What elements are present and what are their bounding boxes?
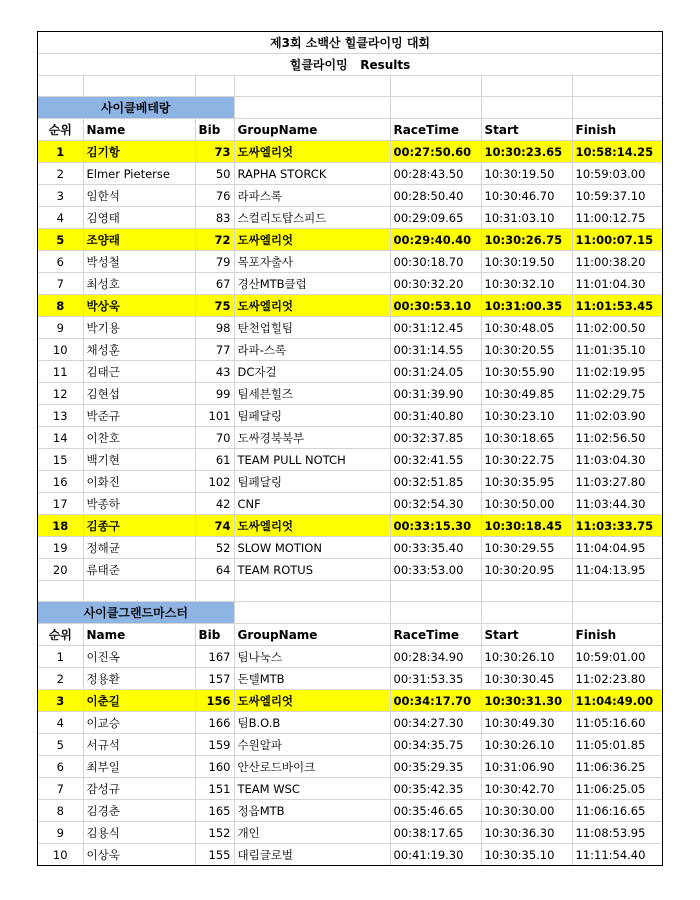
cell-group: SLOW MOTION (234, 537, 390, 559)
column-header-group: GroupName (234, 119, 390, 141)
cell-group: 라파-스록 (234, 339, 390, 361)
cell-race-time: 00:33:53.00 (390, 559, 481, 581)
cell-bib: 156 (195, 690, 234, 712)
cell-finish: 11:00:38.20 (572, 251, 662, 273)
cell-race-time: 00:31:14.55 (390, 339, 481, 361)
cell-rank: 6 (38, 756, 83, 778)
cell-name: 이춘길 (83, 690, 195, 712)
column-header-name: Name (83, 624, 195, 646)
cell-race-time: 00:31:39.90 (390, 383, 481, 405)
cell-group: 도싸엘리엇 (234, 229, 390, 251)
blank-cell (572, 97, 662, 119)
cell-rank: 19 (38, 537, 83, 559)
column-header-bib: Bib (195, 624, 234, 646)
cell-bib: 160 (195, 756, 234, 778)
cell-race-time: 00:30:18.70 (390, 251, 481, 273)
cell-race-time: 00:31:24.05 (390, 361, 481, 383)
cell-group: 돈텔MTB (234, 668, 390, 690)
table-row (38, 668, 662, 690)
cell-race-time: 00:33:35.40 (390, 537, 481, 559)
cell-race-time: 00:32:54.30 (390, 493, 481, 515)
table-row (38, 405, 662, 427)
blank-cell (38, 581, 83, 602)
blank-cell (195, 76, 234, 97)
cell-race-time: 00:33:15.30 (390, 515, 481, 537)
cell-rank: 5 (38, 734, 83, 756)
cell-rank: 5 (38, 229, 83, 251)
cell-start: 10:30:30.00 (481, 800, 572, 822)
cell-start: 10:30:42.70 (481, 778, 572, 800)
cell-name: Elmer Pieterse (83, 163, 195, 185)
column-header-finish: Finish (572, 624, 662, 646)
cell-start: 10:30:18.65 (481, 427, 572, 449)
cell-group: 팀B.O.B (234, 712, 390, 734)
cell-name: 박상욱 (83, 295, 195, 317)
cell-start: 10:30:20.55 (481, 339, 572, 361)
cell-start: 10:30:23.65 (481, 141, 572, 163)
cell-race-time: 00:28:34.90 (390, 646, 481, 668)
cell-start: 10:30:49.30 (481, 712, 572, 734)
blank-cell (83, 581, 195, 602)
cell-name: 서규석 (83, 734, 195, 756)
cell-finish: 11:05:01.85 (572, 734, 662, 756)
blank-cell (234, 602, 390, 624)
cell-name: 김현섭 (83, 383, 195, 405)
cell-group: 팀세븐힐즈 (234, 383, 390, 405)
cell-bib: 99 (195, 383, 234, 405)
cell-start: 10:30:30.45 (481, 668, 572, 690)
cell-race-time: 00:41:19.30 (390, 844, 481, 866)
cell-rank: 3 (38, 185, 83, 207)
cell-name: 이교승 (83, 712, 195, 734)
cell-race-time: 00:31:12.45 (390, 317, 481, 339)
column-header-race-time: RaceTime (390, 624, 481, 646)
cell-bib: 155 (195, 844, 234, 866)
cell-race-time: 00:35:42.35 (390, 778, 481, 800)
cell-finish: 11:04:13.95 (572, 559, 662, 581)
cell-bib: 76 (195, 185, 234, 207)
cell-finish: 11:02:03.90 (572, 405, 662, 427)
table-row (38, 559, 662, 581)
table-row (38, 141, 662, 163)
cell-bib: 74 (195, 515, 234, 537)
section-row (38, 602, 662, 624)
cell-finish: 11:08:53.95 (572, 822, 662, 844)
cell-bib: 159 (195, 734, 234, 756)
cell-race-time: 00:35:29.35 (390, 756, 481, 778)
cell-start: 10:31:00.35 (481, 295, 572, 317)
blank-cell (481, 581, 572, 602)
cell-finish: 11:02:29.75 (572, 383, 662, 405)
cell-name: 최부일 (83, 756, 195, 778)
cell-bib: 152 (195, 822, 234, 844)
cell-rank: 10 (38, 339, 83, 361)
cell-name: 김종구 (83, 515, 195, 537)
table-row (38, 427, 662, 449)
cell-start: 10:30:35.10 (481, 844, 572, 866)
cell-group: TEAM PULL NOTCH (234, 449, 390, 471)
cell-rank: 1 (38, 141, 83, 163)
cell-bib: 167 (195, 646, 234, 668)
title-row (38, 32, 662, 54)
table-row (38, 449, 662, 471)
cell-group: 대림글로벌 (234, 844, 390, 866)
cell-start: 10:30:55.90 (481, 361, 572, 383)
blank-cell (572, 581, 662, 602)
cell-bib: 64 (195, 559, 234, 581)
cell-name: 박종하 (83, 493, 195, 515)
cell-race-time: 00:30:53.10 (390, 295, 481, 317)
cell-rank: 13 (38, 405, 83, 427)
cell-name: 박준규 (83, 405, 195, 427)
cell-name: 김용식 (83, 822, 195, 844)
cell-group: 도싸엘리엇 (234, 295, 390, 317)
cell-name: 조양래 (83, 229, 195, 251)
cell-finish: 11:06:16.65 (572, 800, 662, 822)
cell-rank: 8 (38, 800, 83, 822)
cell-rank: 11 (38, 361, 83, 383)
cell-rank: 16 (38, 471, 83, 493)
table-row (38, 383, 662, 405)
cell-finish: 11:02:56.50 (572, 427, 662, 449)
cell-start: 10:30:26.10 (481, 734, 572, 756)
cell-group: RAPHA STORCK (234, 163, 390, 185)
cell-group: DC자걸 (234, 361, 390, 383)
cell-start: 10:30:50.00 (481, 493, 572, 515)
cell-race-time: 00:35:46.65 (390, 800, 481, 822)
cell-name: 김영태 (83, 207, 195, 229)
results-sheet (37, 31, 663, 866)
cell-start: 10:30:18.45 (481, 515, 572, 537)
cell-group: 팀페달링 (234, 405, 390, 427)
cell-race-time: 00:28:50.40 (390, 185, 481, 207)
cell-finish: 11:00:07.15 (572, 229, 662, 251)
cell-rank: 10 (38, 844, 83, 866)
results-table (38, 32, 662, 865)
cell-name: 류태준 (83, 559, 195, 581)
cell-finish: 11:05:16.60 (572, 712, 662, 734)
cell-bib: 165 (195, 800, 234, 822)
cell-race-time: 00:32:51.85 (390, 471, 481, 493)
cell-race-time: 00:31:40.80 (390, 405, 481, 427)
cell-rank: 20 (38, 559, 83, 581)
cell-bib: 101 (195, 405, 234, 427)
cell-rank: 17 (38, 493, 83, 515)
cell-race-time: 00:30:32.20 (390, 273, 481, 295)
cell-finish: 11:00:12.75 (572, 207, 662, 229)
cell-race-time: 00:29:40.40 (390, 229, 481, 251)
blank-cell (481, 602, 572, 624)
table-row (38, 295, 662, 317)
section-label: 사이클그랜드마스터 (38, 602, 234, 624)
cell-finish: 11:03:33.75 (572, 515, 662, 537)
cell-finish: 11:01:53.45 (572, 295, 662, 317)
table-row (38, 734, 662, 756)
table-row (38, 207, 662, 229)
table-row (38, 229, 662, 251)
cell-name: 박성철 (83, 251, 195, 273)
cell-finish: 11:03:44.30 (572, 493, 662, 515)
blank-cell (390, 76, 481, 97)
cell-race-time: 00:29:09.65 (390, 207, 481, 229)
cell-name: 김기항 (83, 141, 195, 163)
column-header-finish: Finish (572, 119, 662, 141)
cell-group: 경산MTB클럽 (234, 273, 390, 295)
cell-finish: 11:11:54.40 (575, 847, 646, 862)
cell-bib: 77 (195, 339, 234, 361)
cell-bib: 151 (195, 778, 234, 800)
table-row (38, 251, 662, 273)
cell-name: 김태근 (83, 361, 195, 383)
cell-finish: 10:59:37.10 (572, 185, 662, 207)
cell-bib: 73 (195, 141, 234, 163)
table-row (38, 537, 662, 559)
cell-rank: 7 (38, 778, 83, 800)
results-table-body (38, 32, 662, 865)
blank-cell (83, 76, 195, 97)
cell-group: 정읍MTB (234, 800, 390, 822)
cell-name: 최성호 (83, 273, 195, 295)
cell-start: 10:30:23.10 (481, 405, 572, 427)
cell-rank: 12 (38, 383, 83, 405)
cell-start: 10:30:48.05 (481, 317, 572, 339)
blank-cell (572, 76, 662, 97)
cell-start: 10:30:35.95 (481, 471, 572, 493)
blank-cell (390, 581, 481, 602)
table-row (38, 712, 662, 734)
cell-group: 탄천업힐팀 (234, 317, 390, 339)
column-header-rank: 순위 (38, 119, 83, 141)
cell-bib: 70 (195, 427, 234, 449)
cell-rank: 1 (38, 646, 83, 668)
cell-finish: 11:01:04.30 (572, 273, 662, 295)
cell-name: 박기용 (83, 317, 195, 339)
cell-start: 10:31:03.10 (481, 207, 572, 229)
column-header-start: Start (481, 624, 572, 646)
cell-finish: 11:06:25.05 (572, 778, 662, 800)
column-header-race-time: RaceTime (390, 119, 481, 141)
cell-name: 감성규 (83, 778, 195, 800)
blank-cell (234, 76, 390, 97)
blank-cell (390, 97, 481, 119)
cell-start: 10:30:19.50 (481, 251, 572, 273)
table-row (38, 163, 662, 185)
cell-rank: 9 (38, 822, 83, 844)
blank-cell (234, 97, 390, 119)
cell-race-time: 00:32:37.85 (390, 427, 481, 449)
cell-name: 채성훈 (83, 339, 195, 361)
cell-finish: 11:02:23.80 (572, 668, 662, 690)
cell-rank: 8 (38, 295, 83, 317)
cell-group: 개인 (234, 822, 390, 844)
cell-name: 백기현 (83, 449, 195, 471)
cell-name: 김경춘 (83, 800, 195, 822)
cell-group: 도싸경북북부 (234, 427, 390, 449)
table-row (38, 844, 662, 866)
cell-rank: 18 (38, 515, 83, 537)
cell-bib: 98 (195, 317, 234, 339)
cell-race-time: 00:31:53.35 (390, 668, 481, 690)
cell-rank: 14 (38, 427, 83, 449)
cell-group: 팀페달링 (234, 471, 390, 493)
cell-rank: 2 (38, 163, 83, 185)
cell-race-time: 00:34:17.70 (390, 690, 481, 712)
cell-name: 이화진 (83, 471, 195, 493)
blank-cell (38, 76, 83, 97)
table-row (38, 515, 662, 537)
sheet-title: 제3회 소백산 힐클라이밍 대회 (38, 32, 662, 54)
table-row (38, 339, 662, 361)
table-row (38, 273, 662, 295)
cell-bib: 42 (195, 493, 234, 515)
blank-cell (572, 602, 662, 624)
cell-start: 10:30:29.55 (481, 537, 572, 559)
table-row (38, 756, 662, 778)
table-row (38, 778, 662, 800)
column-header-row (38, 624, 662, 646)
cell-race-time: 00:34:27.30 (390, 712, 481, 734)
cell-rank: 4 (38, 712, 83, 734)
cell-name: 이찬호 (83, 427, 195, 449)
table-row (38, 822, 662, 844)
cell-start: 10:30:19.50 (481, 163, 572, 185)
table-row (38, 361, 662, 383)
cell-bib: 43 (195, 361, 234, 383)
cell-race-time: 00:32:41.55 (390, 449, 481, 471)
cell-finish: 10:58:14.25 (572, 141, 662, 163)
blank-cell (481, 76, 572, 97)
cell-rank: 15 (38, 449, 83, 471)
cell-race-time: 00:38:17.65 (390, 822, 481, 844)
cell-start: 10:30:31.30 (481, 690, 572, 712)
cell-finish: 11:04:49.00 (572, 690, 662, 712)
blank-row (38, 581, 662, 602)
cell-rank: 9 (38, 317, 83, 339)
sheet-subtitle: 힐클라이밍 Results (38, 54, 662, 76)
column-header-start: Start (481, 119, 572, 141)
cell-name: 정해균 (83, 537, 195, 559)
cell-rank: 3 (38, 690, 83, 712)
cell-bib: 157 (195, 668, 234, 690)
section-row (38, 97, 662, 119)
table-row (38, 185, 662, 207)
cell-group: 스컬리도탑스피드 (234, 207, 390, 229)
cell-bib: 79 (195, 251, 234, 273)
cell-finish: 10:59:01.00 (572, 646, 662, 668)
column-header-group: GroupName (234, 624, 390, 646)
blank-cell (481, 97, 572, 119)
cell-group: 팀나눅스 (234, 646, 390, 668)
table-row (38, 646, 662, 668)
cell-start: 10:30:32.10 (481, 273, 572, 295)
cell-finish: 11:03:04.30 (572, 449, 662, 471)
table-row (38, 317, 662, 339)
cell-start: 10:30:26.10 (481, 646, 572, 668)
cell-name: 이진옥 (83, 646, 195, 668)
cell-start: 10:30:22.75 (481, 449, 572, 471)
cell-group: 라파스록 (234, 185, 390, 207)
column-header-row (38, 119, 662, 141)
cell-bib: 52 (195, 537, 234, 559)
cell-start: 10:30:26.75 (481, 229, 572, 251)
cell-bib: 75 (195, 295, 234, 317)
cell-finish: 11:06:36.25 (572, 756, 662, 778)
section-label: 사이클베테랑 (38, 97, 234, 119)
cell-rank: 6 (38, 251, 83, 273)
subtitle-row (38, 54, 662, 76)
cell-group: 도싸엘리엇 (234, 141, 390, 163)
cell-finish: 11:02:00.50 (572, 317, 662, 339)
table-row (38, 800, 662, 822)
cell-group: 도싸엘리엇 (234, 515, 390, 537)
blank-cell (390, 602, 481, 624)
blank-cell (195, 581, 234, 602)
column-header-bib: Bib (195, 119, 234, 141)
cell-start: 10:30:49.85 (481, 383, 572, 405)
cell-bib: 166 (195, 712, 234, 734)
cell-rank: 2 (38, 668, 83, 690)
cell-group: 수원알파 (234, 734, 390, 756)
cell-finish: 11:03:27.80 (572, 471, 662, 493)
cell-race-time: 00:27:50.60 (390, 141, 481, 163)
cell-race-time: 00:34:35.75 (390, 734, 481, 756)
cell-rank: 7 (38, 273, 83, 295)
cell-bib: 67 (195, 273, 234, 295)
table-row (38, 493, 662, 515)
cell-group: 목포자출사 (234, 251, 390, 273)
cell-group: TEAM WSC (234, 778, 390, 800)
cell-finish: 11:02:19.95 (572, 361, 662, 383)
table-row (38, 471, 662, 493)
cell-finish: 11:01:35.10 (572, 339, 662, 361)
cell-group: 안산로드바이크 (234, 756, 390, 778)
cell-bib: 102 (195, 471, 234, 493)
table-row (38, 690, 662, 712)
cell-bib: 83 (195, 207, 234, 229)
cell-finish: 11:04:04.95 (572, 537, 662, 559)
cell-rank: 4 (38, 207, 83, 229)
cell-group: TEAM ROTUS (234, 559, 390, 581)
blank-cell (234, 581, 390, 602)
cell-group: CNF (234, 493, 390, 515)
cell-start: 10:30:20.95 (481, 559, 572, 581)
cell-bib: 72 (195, 229, 234, 251)
cell-start: 10:31:06.90 (481, 756, 572, 778)
blank-row (38, 76, 662, 97)
cell-group: 도싸엘리엇 (234, 690, 390, 712)
cell-bib: 50 (195, 163, 234, 185)
cell-name: 이상욱 (83, 844, 195, 866)
column-header-name: Name (83, 119, 195, 141)
cell-race-time: 00:28:43.50 (390, 163, 481, 185)
cell-start: 10:30:46.70 (481, 185, 572, 207)
column-header-rank: 순위 (38, 624, 83, 646)
cell-finish: 10:59:03.00 (572, 163, 662, 185)
cell-name: 정용환 (83, 668, 195, 690)
cell-start: 10:30:36.30 (481, 822, 572, 844)
cell-bib: 61 (195, 449, 234, 471)
cell-name: 임한석 (83, 185, 195, 207)
